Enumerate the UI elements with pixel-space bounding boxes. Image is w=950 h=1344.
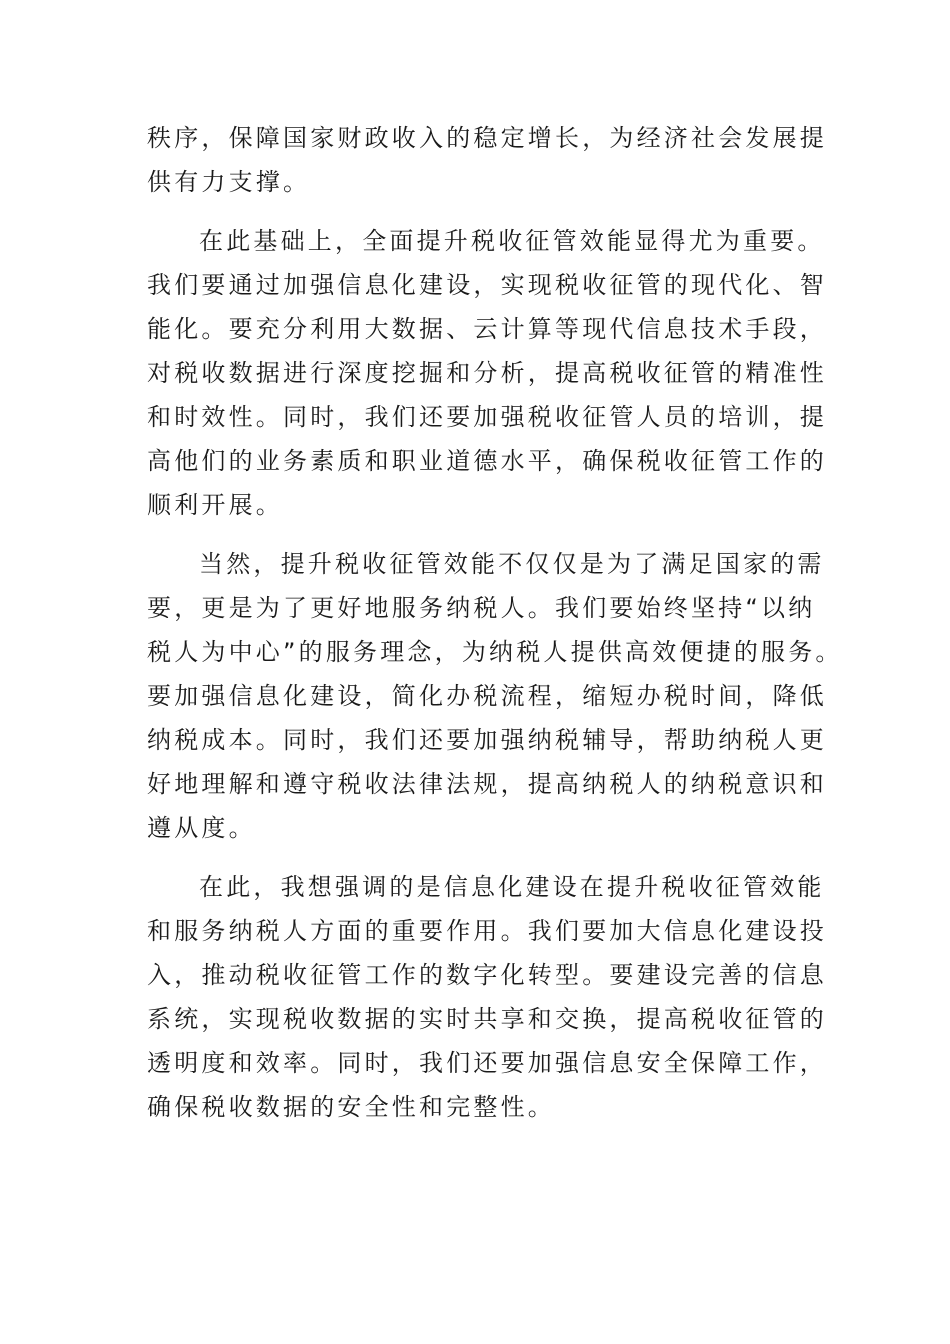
text-line: 系统，实现税收数据的实时共享和交换，提高税收征管的: [147, 1005, 827, 1033]
text-line: 入，推动税收征管工作的数字化转型。要建设完善的信息: [147, 961, 827, 989]
text-line: 透明度和效率。同时，我们还要加强信息安全保障工作，: [147, 1049, 827, 1077]
text-line: 和时效性。同时，我们还要加强税收征管人员的培训，提: [147, 403, 827, 431]
text-line: 对税收数据进行深度挖掘和分析，提高税收征管的精准性: [147, 359, 827, 387]
text-line: 当然，提升税收征管效能不仅仅是为了满足国家的需: [199, 550, 825, 578]
text-line: 顺利开展。: [147, 491, 283, 519]
text-line: 在此，我想强调的是信息化建设在提升税收征管效能: [199, 873, 825, 901]
paragraph-3: [147, 542, 843, 850]
text-line: 在此基础上，全面提升税收征管效能显得尤为重要。: [199, 227, 825, 255]
text-line: 要，更是为了更好地服务纳税人。我们要始终坚持“以纳: [147, 594, 816, 622]
paragraph-4: [147, 865, 827, 1129]
paragraph-2: [147, 219, 827, 527]
text-line: 遵从度。: [147, 814, 256, 842]
text-line: 好地理解和遵守税收法律法规，提高纳税人的纳税意识和: [147, 770, 827, 798]
text-line: 税人为中心”的服务理念，为纳税人提供高效便捷的服务。: [147, 638, 843, 666]
text-line: 要加强信息化建设，简化办税流程，缩短办税时间，降低: [147, 682, 827, 710]
text-line: 秩序，保障国家财政收入的稳定增长，为经济社会发展提: [147, 124, 827, 152]
document-body: [147, 116, 843, 1129]
text-line: 能化。要充分利用大数据、云计算等现代信息技术手段，: [147, 315, 827, 343]
text-line: 供有力支撑。: [147, 168, 311, 196]
text-line: 和服务纳税人方面的重要作用。我们要加大信息化建设投: [147, 917, 827, 945]
paragraph-1: [147, 116, 827, 204]
text-line: 纳税成本。同时，我们还要加强纳税辅导，帮助纳税人更: [147, 726, 827, 754]
text-line: 高他们的业务素质和职业道德水平，确保税收征管工作的: [147, 447, 827, 475]
text-line: 确保税收数据的安全性和完整性。: [147, 1093, 555, 1121]
text-line: 我们要通过加强信息化建设，实现税收征管的现代化、智: [147, 271, 827, 299]
